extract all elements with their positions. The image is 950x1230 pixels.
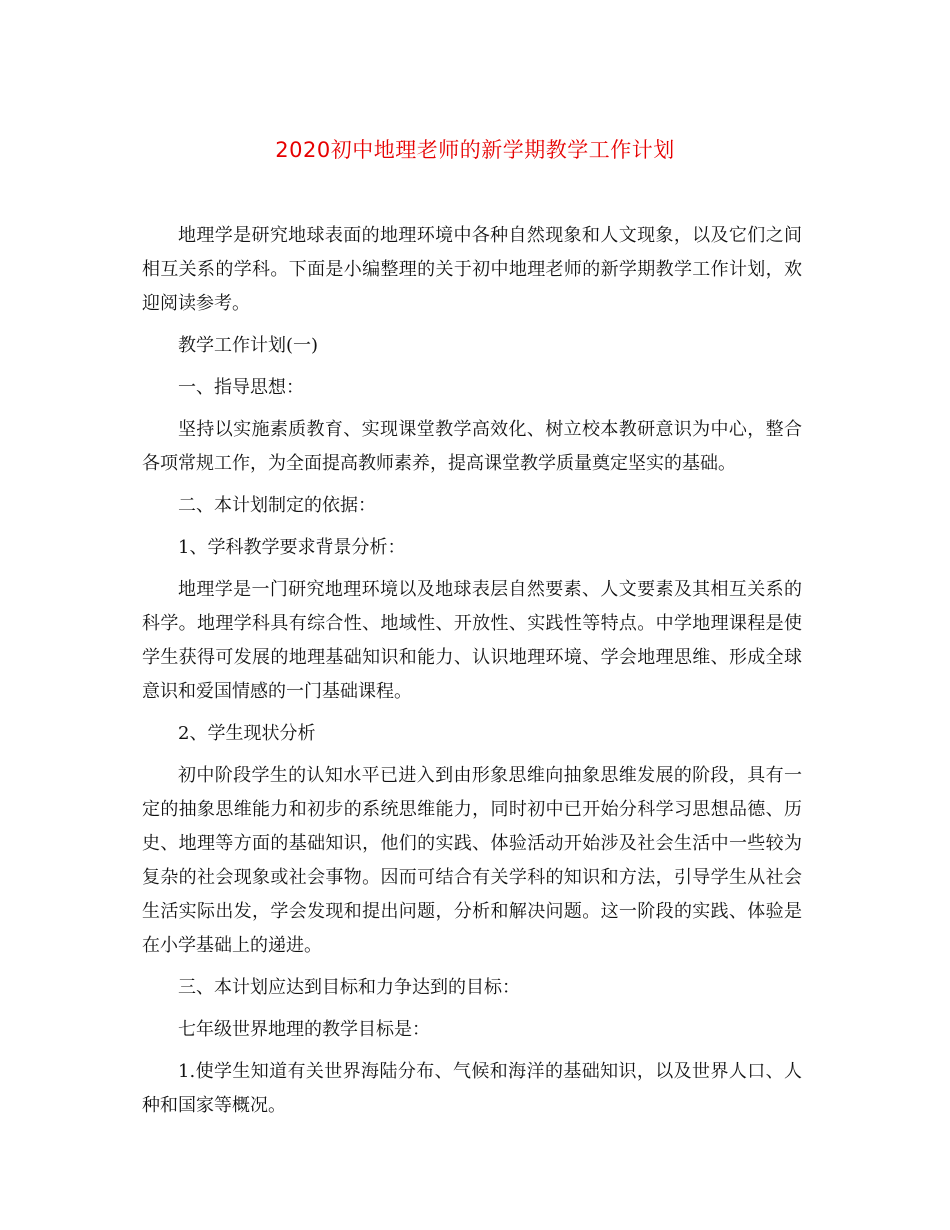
paragraph-subsection-1-heading: 1、学科教学要求背景分析： — [178, 537, 406, 558]
paragraph-subject-analysis: 地理学是一门研究地理环境以及地球表层自然要素、人文要素及其相互关系的科学。地理学科具有综合性、地域性、开放性、实践性等特点。中学地理课程是使学生获得可发展的地理基础知识和能力、认识地理环境、学会地理思维、形成全球意识和爱国情感的一门基础课程。 — [142, 579, 802, 702]
paragraph-section-1-heading: 一、指导思想： — [178, 377, 304, 398]
paragraph-section-2-heading: 二、本计划制定的依据： — [178, 495, 376, 516]
paragraph-guiding-thought: 坚持以实施素质教育、实现课堂教学高效化、树立校本教研意识为中心，整合各项常规工作，为全面提高教师素养，提高课堂教学质量奠定坚实的基础。 — [142, 419, 802, 474]
paragraph-subsection-2-heading: 2、学生现状分析 — [178, 723, 316, 744]
paragraph-student-analysis: 初中阶段学生的认知水平已进入到由形象思维向抽象思维发展的阶段，具有一定的抽象思维能力和初步的系统思维能力，同时初中已开始分科学习思想品德、历史、地理等方面的基础知识，他们的实践、体验活动开始涉及社会生活中一些较为复杂的社会现象或社会事物。因而可结合有关学科的知识和方法，引导学生从社会生活实际出发，学会发现和提出问题，分析和解决问题。这一阶段的实践、体验是在小学基础上的递进。 — [142, 765, 802, 956]
paragraph-plan-heading: 教学工作计划(一) — [178, 335, 319, 356]
paragraph-grade7-goals-heading: 七年级世界地理的教学目标是： — [178, 1019, 430, 1040]
document-title: 2020初中地理老师的新学期教学工作计划 — [275, 138, 675, 162]
paragraph-goal-1: 1.使学生知道有关世界海陆分布、气候和海洋的基础知识，以及世界人口、人种和国家等概况。 — [142, 1061, 802, 1116]
document-body — [142, 219, 802, 1131]
paragraph-section-3-heading: 三、本计划应达到目标和力争达到的目标： — [178, 977, 520, 998]
paragraph-intro: 地理学是研究地球表面的地理环境中各种自然现象和人文现象，以及它们之间相互关系的学科。下面是小编整理的关于初中地理老师的新学期教学工作计划，欢迎阅读参考。 — [142, 225, 802, 314]
